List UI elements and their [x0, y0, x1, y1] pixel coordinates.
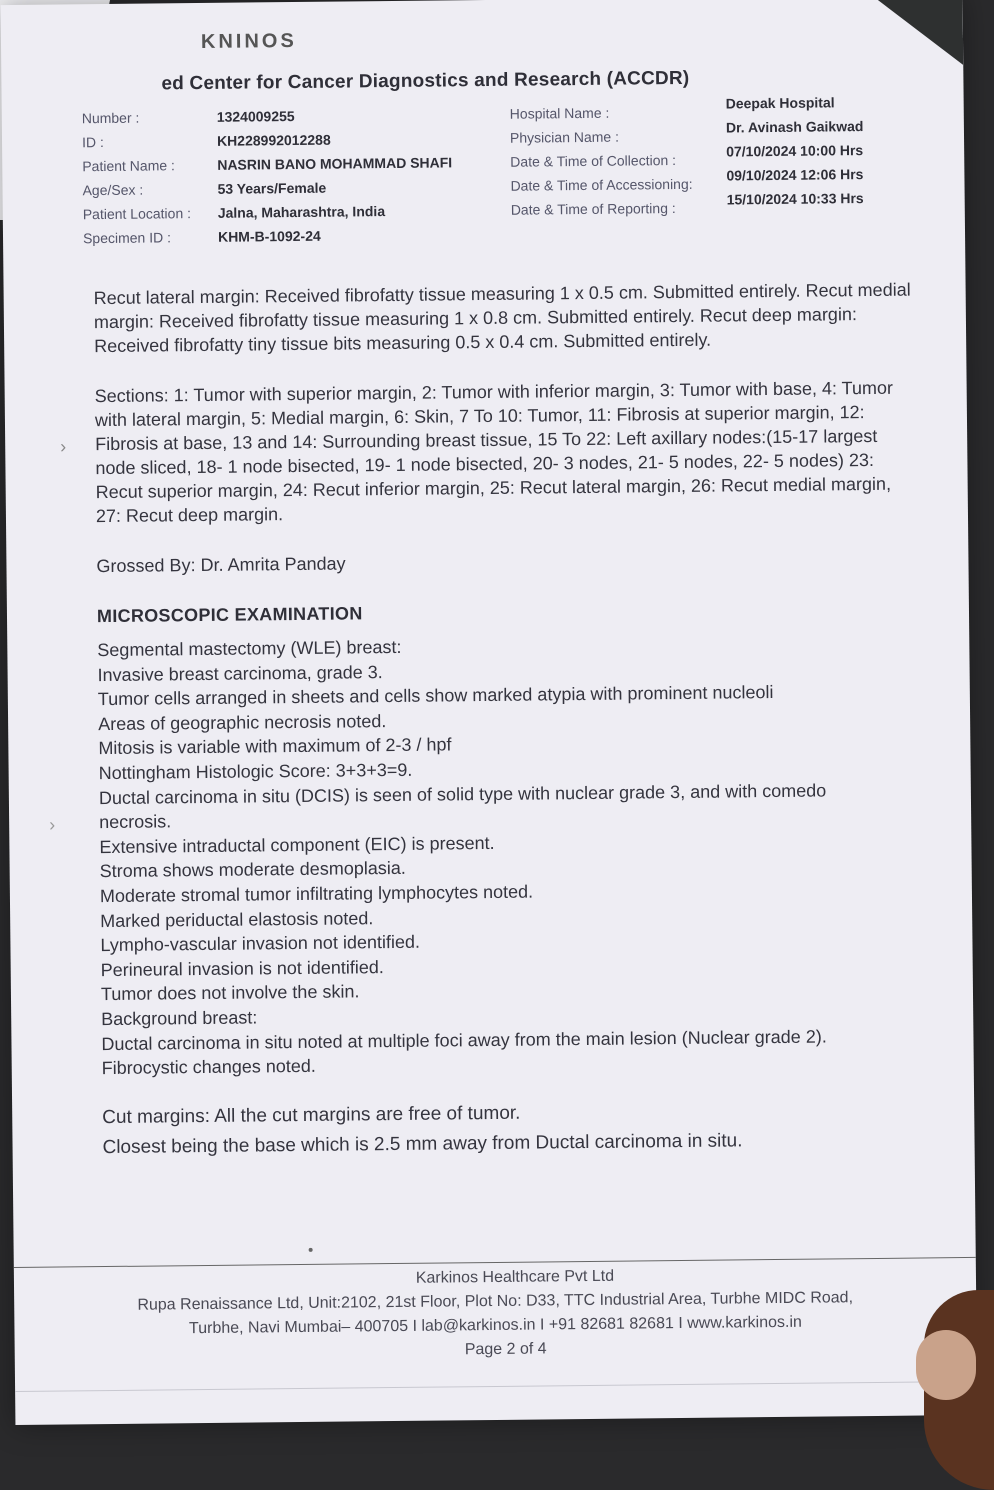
hospital-info-labels [510, 100, 693, 222]
info-label: Date & Time of Accessioning: [510, 175, 693, 194]
info-label: Hospital Name : [509, 104, 610, 122]
micro-line: Nottingham Histologic Score: 3+3+3=9. [98, 759, 413, 784]
cut-margins-line: Cut margins: All the cut margins are free of tumor. [102, 1102, 521, 1128]
footer [14, 1261, 977, 1367]
footer-company: Karkinos Healthcare Pvt Ltd [415, 1267, 615, 1287]
info-label: ID : [81, 134, 104, 151]
info-label: Number : [81, 109, 140, 127]
margin-mark: › [60, 436, 67, 457]
info-label: Age/Sex : [82, 181, 144, 199]
info-label: Physician Name : [509, 128, 620, 146]
micro-line: Fibrocystic changes noted. [101, 1055, 316, 1079]
micro-line: Background breast: [101, 1007, 258, 1029]
speck [309, 1248, 313, 1252]
recut-margins-paragraph: Recut lateral margin: Received fibrofatty tissue measuring 1 x 0.5 cm. Submitted entirely. Recut medial margin: Received fibrofatty tissue measuring 1 x 0.8 cm. Submitted entirely. Recut deep margin: Received fibrofatty tiny tissue bits measuring 0.5 x 0.4 cm. Submitted entirely. [93, 279, 911, 357]
patient-age-sex: 53 Years/Female [217, 179, 327, 197]
info-label: Specimen ID : [82, 229, 172, 247]
hospital-name: Deepak Hospital [725, 94, 835, 112]
physician-name: Dr. Avinash Gaikwad [725, 118, 864, 136]
logo-fragment: KNINOS [200, 29, 297, 53]
micro-line: Marked periductal elastosis noted. [100, 907, 374, 931]
reporting-datetime: 15/10/2024 10:33 Hrs [726, 190, 864, 208]
patient-number: 1324009255 [216, 108, 295, 125]
info-label: Patient Location : [82, 205, 192, 223]
patient-id: KH228992012288 [216, 131, 331, 149]
sections-paragraph: Sections: 1: Tumor with superior margin, 2: Tumor with inferior margin, 3: Tumor with base, 4: Tumor with lateral margin, 5: Medial margin, 6: Skin, 7 To 10: Tumor, 11: Fibrosis at superior margin, 12: Fibrosis at base, 13 and 14: Surrounding breast tissue, 15 To 22: Left axillary nodes:(15-17 largest node sliced, 18- 1 node bisected, 19- 1 node bisected, 20- 3 nodes, 21- 5 nodes, 22- 5 nodes) 23: Recut superior margin, 24: Recut inferior margin, 25: Recut lateral margin, 26: Recut medial margin, 27: Recut deep margin. [94, 377, 894, 527]
micro-line: Tumor does not involve the skin. [100, 981, 360, 1005]
micro-line: Ductal carcinoma in situ noted at multiple foci away from the main lesion (Nuclear grade 2). [101, 1025, 827, 1054]
cut-margins-block [102, 1094, 923, 1163]
micro-line: Tumor cells arranged in sheets and cells show marked atypia with prominent nucleoli [97, 682, 774, 710]
micro-line: Areas of geographic necrosis noted. [98, 710, 387, 734]
patient-info-values [217, 102, 453, 248]
micro-line: Moderate stromal tumor infiltrating lymphocytes noted. [99, 881, 534, 907]
page-number: Page 2 of 4 [464, 1340, 547, 1359]
micro-line: Mitosis is variable with maximum of 2-3 / hpf [98, 734, 452, 759]
collection-datetime: 07/10/2024 10:00 Hrs [726, 142, 864, 160]
micro-line: Lympho-vascular invasion not identified. [100, 931, 421, 956]
footer-address: Rupa Renaissance Ltd, Unit:2102, 21st Floor, Plot No: D33, TTC Industrial Area, Turbhe MIDC Road, [137, 1289, 854, 1314]
background-corner [873, 0, 964, 66]
microscopic-examination-heading: MICROSCOPIC EXAMINATION [96, 603, 363, 627]
patient-location: Jalna, Maharashtra, India [217, 203, 386, 221]
closest-margin-line: Closest being the base which is 2.5 mm away from Ductal carcinoma in situ. [102, 1130, 743, 1158]
patient-name: NASRIN BANO MOHAMMAD SHAFI [217, 154, 453, 173]
micro-line: Stroma shows moderate desmoplasia. [99, 858, 406, 882]
info-label: Date & Time of Reporting : [510, 200, 676, 218]
accessioning-datetime: 09/10/2024 12:06 Hrs [726, 166, 864, 184]
report-body [94, 278, 923, 1163]
grossed-by: Grossed By: Dr. Amrita Panday [96, 553, 346, 577]
micro-line: Segmental mastectomy (WLE) breast: [97, 636, 402, 661]
micro-line: Invasive breast carcinoma, grade 3. [97, 661, 383, 685]
footer-contact: Turbhe, Navi Mumbai– 400705 I lab@karkinos.in I +91 82681 82681 I www.karkinos.in [188, 1313, 802, 1338]
center-name-heading: ed Center for Cancer Diagnostics and Research (ACCDR) [161, 67, 690, 95]
specimen-id: KHM-B-1092-24 [217, 227, 321, 245]
micro-line: Perineural invasion is not identified. [100, 956, 384, 980]
report-page [1, 0, 978, 1425]
micro-line: Ductal carcinoma in situ (DCIS) is seen of solid type with nuclear grade 3, and with comedo [98, 780, 827, 808]
margin-mark: › [49, 814, 56, 835]
bottom-rule [15, 1381, 977, 1392]
info-label: Patient Name : [82, 157, 175, 175]
patient-info-labels [82, 105, 192, 250]
fingernail [916, 1330, 976, 1400]
hospital-info-values [726, 90, 865, 211]
micro-line: Extensive intraductal component (EIC) is present. [99, 832, 495, 857]
info-label: Date & Time of Collection : [510, 152, 677, 170]
micro-line: necrosis. [99, 811, 172, 833]
